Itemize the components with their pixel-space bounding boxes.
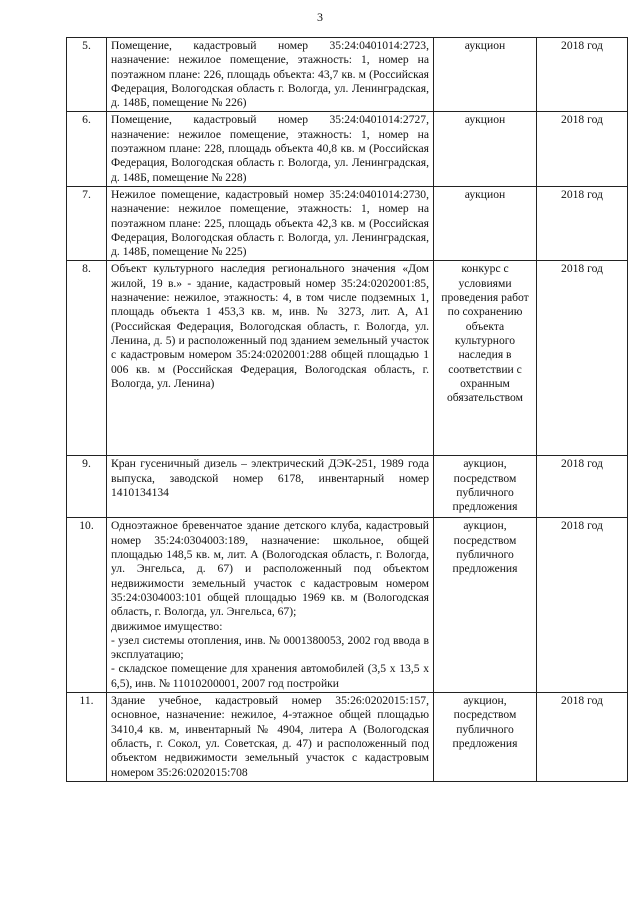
table-row	[67, 456, 628, 518]
privatization-year: 2018 год	[537, 112, 628, 186]
table-row	[67, 38, 628, 112]
privatization-year: 2018 год	[537, 693, 628, 782]
privatization-method: аукцион	[434, 38, 537, 112]
privatization-year: 2018 год	[537, 261, 628, 456]
privatization-year: 2018 год	[537, 518, 628, 693]
row-number: 11.	[67, 693, 107, 782]
object-description: Объект культурного наследия регионального значения «Дом жилой, 19 в.» - здание, кадастровый номер 35:24:0202001:85, назначение: нежилое, этажность: 4, в том числе подземных 1, площадь объекта 1 453,3 кв. м, инв. № 3273, лит. А, А1 (Российская Федерация, Вологодская область, г. Вологда, ул. Ленина, д. 5) и расположенный под зданием земельный участок с кадастровым номером 35:24:0202001:288 общей площадью 1 006 кв. м (Российская Федерация, Вологодская область, г. Вологда, ул. Ленина)	[107, 261, 434, 456]
row-number: 7.	[67, 186, 107, 260]
object-description: Помещение, кадастровый номер 35:24:0401014:2727, назначение: нежилое помещение, этажность: 1, номер на поэтажном плане: 228, площадь объекта 40,8 кв. м (Российская Федерация, Вологодская область г. Вологда, ул. Ленинградская, д. 148Б, помещение № 228)	[107, 112, 434, 186]
privatization-method: конкурс с условиями проведения работ по сохранению объекта культурного наследия в соответствии с охранным обязательством	[434, 261, 537, 456]
row-number: 8.	[67, 261, 107, 456]
object-description: Нежилое помещение, кадастровый номер 35:24:0401014:2730, назначение: нежилое помещение, этажность: 1, номер на поэтажном плане: 225, площадь объекта 42,3 кв. м (Российская Федерация, Вологодская область г. Вологда, ул. Ленинградская, д. 148Б, помещение № 225)	[107, 186, 434, 260]
object-description: Кран гусеничный дизель – электрический ДЭК-251, 1989 года выпуска, заводской номер 6178, инвентарный номер 1410134134	[107, 456, 434, 518]
table-row	[67, 112, 628, 186]
privatization-method: аукцион, посредством публичного предложения	[434, 456, 537, 518]
privatization-year: 2018 год	[537, 456, 628, 518]
privatization-method: аукцион, посредством публичного предложения	[434, 693, 537, 782]
row-number: 9.	[67, 456, 107, 518]
property-table	[66, 37, 628, 782]
row-number: 10.	[67, 518, 107, 693]
table-row	[67, 186, 628, 260]
privatization-method: аукцион	[434, 112, 537, 186]
privatization-year: 2018 год	[537, 186, 628, 260]
object-description: Помещение, кадастровый номер 35:24:0401014:2723, назначение: нежилое помещение, этажность: 1, номер на поэтажном плане: 226, площадь объекта: 43,7 кв. м (Российская Федерация, Вологодская область г. Вологда, ул. Ленинградская, д. 148Б, помещение № 226)	[107, 38, 434, 112]
privatization-year: 2018 год	[537, 38, 628, 112]
row-number: 5.	[67, 38, 107, 112]
object-description: Одноэтажное бревенчатое здание детского клуба, кадастровый номер 35:24:0304003:189, назначение: школьное, общей площадью 148,5 кв. м, лит. А (Вологодская область, г. Вологда, ул. Энгельса, д. 67) и расположенный под объектом недвижимости земельный участок с кадастровым номером 35:24:0304003:101 общей площадью 1969 кв. м (Вологодская область, г. Вологда, ул. Энгельса, 67); движимое имущество: - узел системы отопления, инв. № 0001380053, 2002 год ввода в эксплуатацию; - складское помещение для хранения автомобилей (3,5 x 13,5 x 6,5), инв. № 11010200001, 2007 год постройки	[107, 518, 434, 693]
table-row	[67, 693, 628, 782]
page-number: 3	[317, 10, 323, 24]
table-row	[67, 518, 628, 693]
privatization-method: аукцион	[434, 186, 537, 260]
privatization-method: аукцион, посредством публичного предложения	[434, 518, 537, 693]
object-description: Здание учебное, кадастровый номер 35:26:0202015:157, основное, назначение: нежилое, 4-этажное общей площадью 3410,4 кв. м, инвентарный № 4904, литера А (Вологодская область, г. Сокол, ул. Советская, д. 47) и расположенный под объектом недвижимости земельный участок с кадастровым номером 35:26:0202015:708	[107, 693, 434, 782]
row-number: 6.	[67, 112, 107, 186]
table-row	[67, 261, 628, 456]
